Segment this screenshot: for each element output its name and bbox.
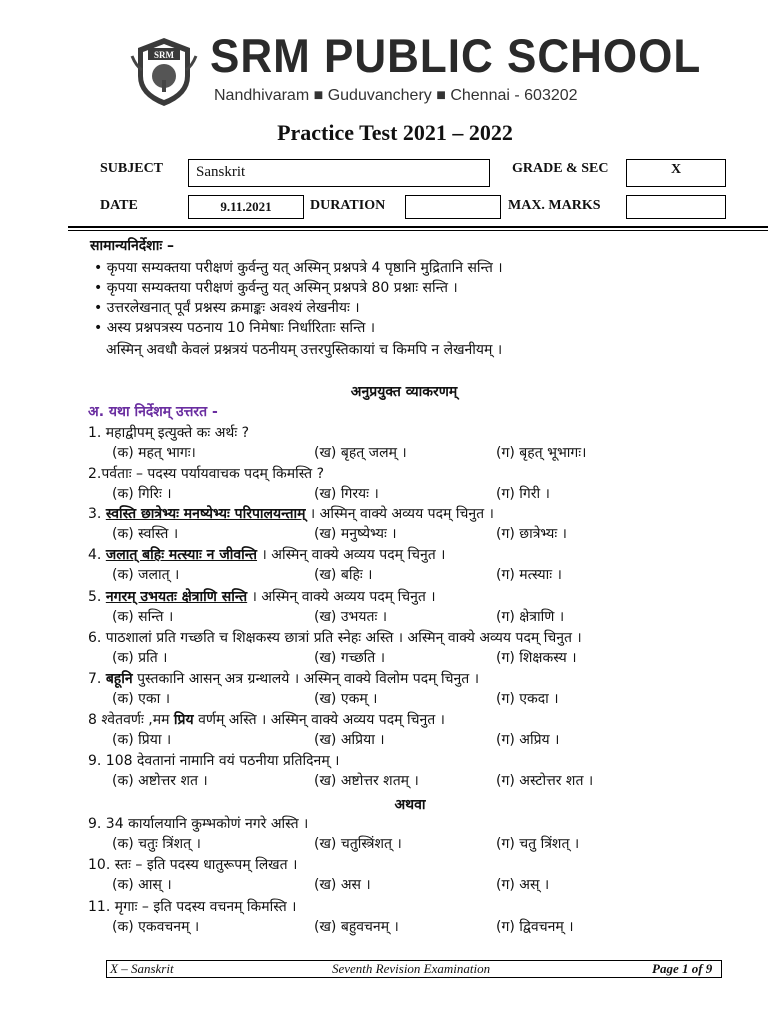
option-c[interactable]: (ग) क्षेत्राणि । <box>496 609 565 625</box>
option-c[interactable]: (ग) अप्रिय । <box>496 732 560 748</box>
option-c[interactable]: (ग) चतु त्रिंशत् । <box>496 836 580 852</box>
header-rule-thin <box>68 230 768 231</box>
subject-field <box>188 159 490 187</box>
footer-page: Page 1 of 9 <box>652 961 713 976</box>
question-text: 9. 34 कार्यालयानि कुम्भकोणं नगरे अस्ति । <box>88 816 309 832</box>
school-address: Nandhivaram ■ Guduvanchery ■ Chennai - 603202 <box>214 87 578 104</box>
instruction-text: उत्तरलेखनात् पूर्वं प्रश्नस्य क्रमाङ्कः अवश्यं लेखनीयः । <box>106 300 360 316</box>
footer-subject: X – Sanskrit <box>110 961 174 976</box>
instruction-item: • कृपया सम्यक्तया परीक्षणं कुर्वन्तु यत् अस्मिन् प्रश्नपत्रे 4 पृष्ठानि मुद्रितानि सन्ति । <box>94 260 503 276</box>
subject-value: Sanskrit <box>196 164 246 180</box>
instruction-text: अस्य प्रश्नपत्रस्य पठनाय 10 निमेषाः निर्धारिताः सन्ति । <box>106 320 376 336</box>
question-suffix: । अस्मिन् वाक्ये अव्यय पदम् चिनुत । <box>257 547 446 563</box>
option-b[interactable]: (ख) बहिः । <box>314 567 373 583</box>
question-text: 9. 108 देवतानां नामानि वयं पठनीया प्रतिदिनम् । <box>88 753 340 769</box>
option-a[interactable]: (क) आस् । <box>112 877 172 893</box>
grade-value: X <box>670 162 682 177</box>
question-emphasis: जलात् बहिः मत्स्याः न जीवन्ति <box>105 547 258 563</box>
school-logo <box>128 36 200 108</box>
option-a[interactable]: (क) प्रिया । <box>112 732 172 748</box>
option-b[interactable]: (ख) अप्रिया । <box>314 732 385 748</box>
header-rule <box>68 226 768 228</box>
question-text: 6. पाठशालां प्रति गच्छति च शिक्षकस्य छात्रां प्रति स्नेहः अस्ति । अस्मिन् वाक्ये अव्यय पदम् चिनुत । <box>88 630 582 646</box>
option-c[interactable]: (ग) द्विवचनम् । <box>496 919 574 935</box>
option-c[interactable]: (ग) अस् । <box>496 877 550 893</box>
question-prefix: 7. <box>88 671 106 687</box>
option-c[interactable]: (ग) गिरी । <box>496 486 550 502</box>
option-c[interactable]: (ग) बृहत् भूभागः। <box>496 445 587 461</box>
question-suffix: । अस्मिन् वाक्ये अव्यय पदम् चिनुत । <box>247 589 436 605</box>
option-a[interactable]: (क) गिरिः । <box>112 486 172 502</box>
question-text <box>88 710 445 730</box>
instruction-item: • उत्तरलेखनात् पूर्वं प्रश्नस्य क्रमाङ्कः अवश्यं लेखनीयः । <box>94 300 360 316</box>
footer-exam: Seventh Revision Examination <box>332 961 491 976</box>
instruction-item: • कृपया सम्यक्तया परीक्षणं कुर्वन्तु यत् अस्मिन् प्रश्नपत्रे 80 प्रश्नाः सन्ति । <box>94 280 458 296</box>
question-prefix: 8 श्वेतवर्णः ,मम <box>88 712 174 728</box>
option-c[interactable]: (ग) एकदा । <box>496 691 559 707</box>
question-bold-word: प्रिय <box>173 712 194 728</box>
question-bold-word: बहूनि <box>105 671 133 687</box>
instruction-extra: अस्मिन् अवधौ केवलं प्रश्नत्रयं पठनीयम् उत्तरपुस्तिकायां च किमपि न लेखनीयम् । <box>106 342 503 358</box>
date-value: 9.11.2021 <box>220 199 272 214</box>
option-a[interactable]: (क) सन्ति । <box>112 609 174 625</box>
question-prefix: 5. <box>88 589 106 605</box>
instruction-text: कृपया सम्यक्तया परीक्षणं कुर्वन्तु यत् अस्मिन् प्रश्नपत्रे 4 पृष्ठानि मुद्रितानि सन्ति । <box>106 260 503 276</box>
question-text: 1. महाद्वीपम् इत्युक्ते कः अर्थः ? <box>88 425 250 441</box>
question-text: 11. मृगाः – इति पदस्य वचनम् किमस्ति । <box>88 899 297 915</box>
max-marks-field <box>626 195 726 219</box>
question-prefix: 3. <box>88 506 106 522</box>
instruction-item: • अस्य प्रश्नपत्रस्य पठनाय 10 निमेषाः निर्धारिताः सन्ति । <box>94 320 376 336</box>
instructions-title: सामान्यनिर्देशाः – <box>90 238 175 254</box>
question-suffix: वर्णम् अस्ति । अस्मिन् वाक्ये अव्यय पदम् चिनुत । <box>193 712 445 728</box>
option-b[interactable]: (ख) अष्टोत्तर शतम् । <box>314 773 419 789</box>
option-a[interactable]: (क) महत् भागः। <box>112 445 196 461</box>
option-b[interactable]: (ख) अस । <box>314 877 371 893</box>
option-a[interactable]: (क) अष्टोत्तर शत । <box>112 773 208 789</box>
option-b[interactable]: (ख) बहुवचनम् । <box>314 919 399 935</box>
section-title: अनुप्रयुक्त व्याकरणम् <box>350 384 458 400</box>
question-text: 2.पर्वताः – पदस्य पर्यायवाचक पदम् किमस्ति ? <box>88 466 325 482</box>
date-label: DATE <box>100 198 138 213</box>
date-field <box>188 195 304 219</box>
option-a[interactable]: (क) स्वस्ति । <box>112 526 179 542</box>
question-text <box>88 587 436 607</box>
option-c[interactable]: (ग) शिक्षकस्य । <box>496 650 577 666</box>
option-a[interactable]: (क) चतुः त्रिंशत् । <box>112 836 201 852</box>
question-emphasis: स्वस्ति छात्रेभ्यः मनष्येभ्यः परिपालयन्ताम् <box>105 506 306 522</box>
question-suffix: । अस्मिन् वाक्ये अव्यय पदम् चिनुत । <box>305 506 494 522</box>
question-emphasis: नगरम् उभयतः क्षेत्राणि सन्ति <box>105 589 248 605</box>
duration-field <box>405 195 501 219</box>
option-c[interactable]: (ग) छात्रेभ्यः । <box>496 526 567 542</box>
option-a[interactable]: (क) जलात् । <box>112 567 180 583</box>
max-marks-label: MAX. MARKS <box>508 198 601 213</box>
question-suffix: पुस्तकानि आसन् अत्र ग्रन्थालये । अस्मिन् वाक्ये विलोम पदम् चिनुत । <box>132 671 479 687</box>
grade-field <box>626 159 726 187</box>
duration-label: DURATION <box>310 198 386 213</box>
option-b[interactable]: (ख) चतुस्त्रिंशत् । <box>314 836 402 852</box>
option-c[interactable]: (ग) मत्स्याः । <box>496 567 562 583</box>
athava-label: अथवा <box>394 797 426 813</box>
school-name: SRM PUBLIC SCHOOL <box>210 30 702 83</box>
question-prefix: 4. <box>88 547 106 563</box>
option-b[interactable]: (ख) मनुष्येभ्यः । <box>314 526 397 542</box>
svg-text:SRM: SRM <box>154 50 174 60</box>
question-text <box>88 545 446 565</box>
test-title: Practice Test 2021 – 2022 <box>277 120 513 145</box>
option-b[interactable]: (ख) गच्छति । <box>314 650 386 666</box>
option-a[interactable]: (क) एका । <box>112 691 171 707</box>
subject-label: SUBJECT <box>100 161 164 176</box>
option-b[interactable]: (ख) गिरयः । <box>314 486 379 502</box>
grade-label: GRADE & SEC <box>512 161 609 176</box>
instruction-text: कृपया सम्यक्तया परीक्षणं कुर्वन्तु यत् अस्मिन् प्रश्नपत्रे 80 प्रश्नाः सन्ति । <box>106 280 458 296</box>
section-subtitle: अ. यथा निर्देशम् उत्तरत - <box>88 404 218 420</box>
option-c[interactable]: (ग) अस्टोत्तर शत । <box>496 773 594 789</box>
option-b[interactable]: (ख) उभयतः । <box>314 609 388 625</box>
question-text: 10. स्तः – इति पदस्य धातुरूपम् लिखत । <box>88 857 298 873</box>
option-a[interactable]: (क) प्रति । <box>112 650 168 666</box>
question-text <box>88 504 494 524</box>
option-a[interactable]: (क) एकवचनम् । <box>112 919 200 935</box>
option-b[interactable]: (ख) एकम् । <box>314 691 378 707</box>
option-b[interactable]: (ख) बृहत् जलम् । <box>314 445 407 461</box>
question-text <box>88 669 479 689</box>
